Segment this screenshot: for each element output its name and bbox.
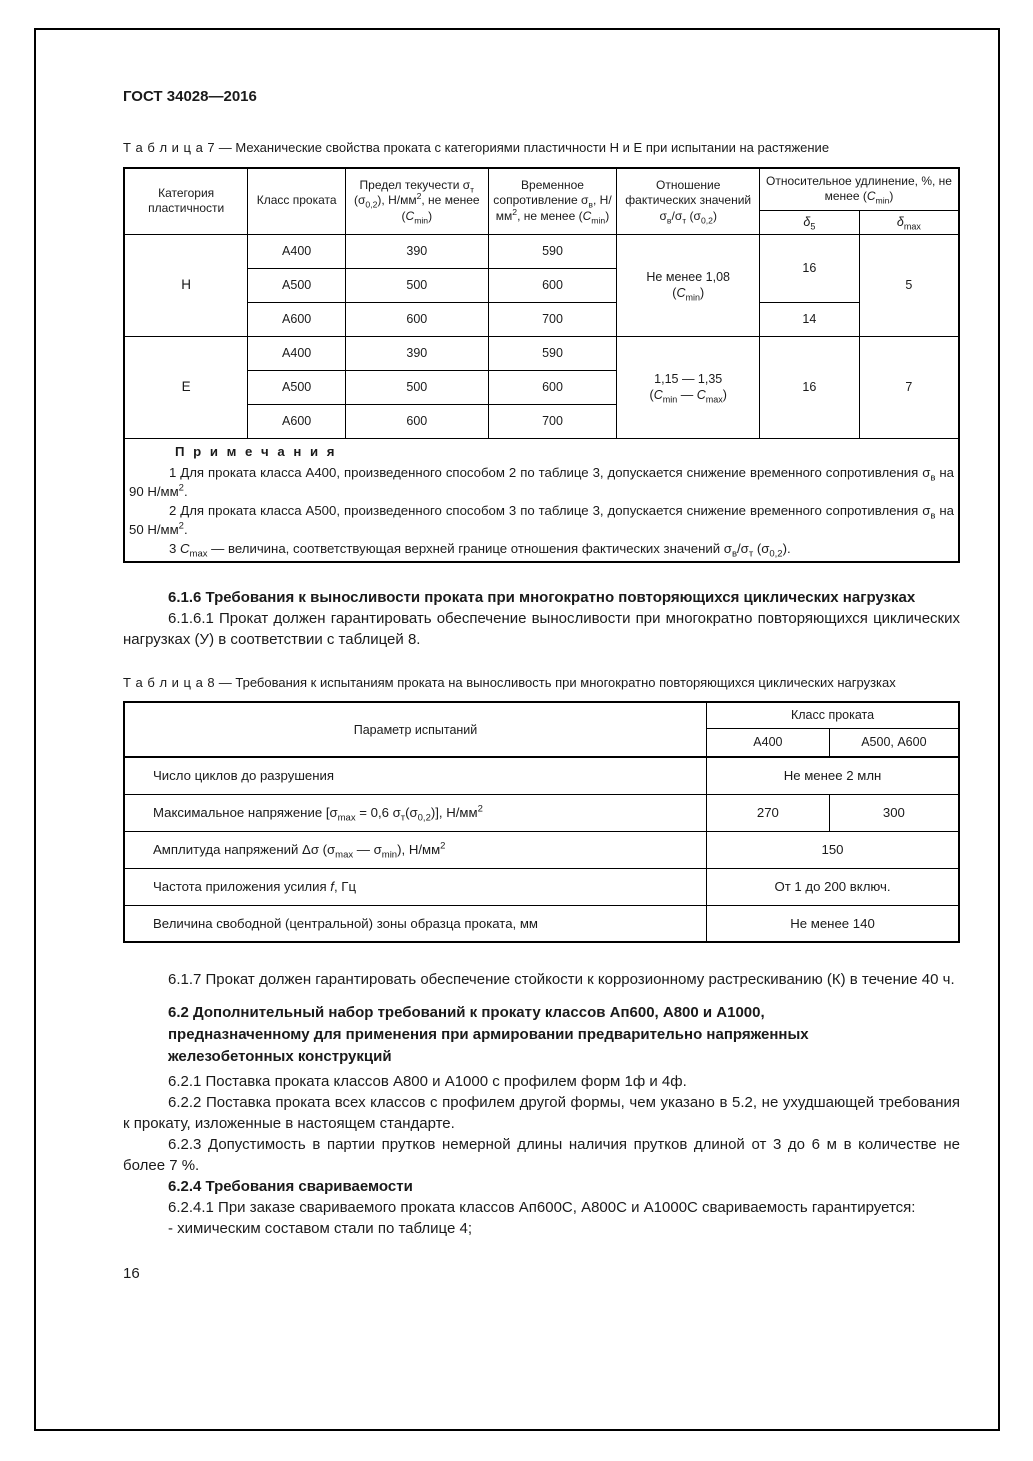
t7-header-elongation: Относительное удлинение, %, не менее $(C_{min})$ <box>760 168 959 211</box>
table7-caption-text: — Механические свойства проката с категориями пластичности Н и Е при испытании на растяжение <box>218 140 830 155</box>
section-6-2-4-1-item: - химическим составом стали по таблице 4; <box>168 1220 472 1238</box>
t7-tensile-cell: 700 <box>488 302 617 336</box>
t7-header-category: Категория пластичности <box>124 168 248 235</box>
t7-class-cell: А600 <box>248 302 346 336</box>
t7-tensile-cell: 590 <box>488 234 617 268</box>
t7-yield-cell: 390 <box>346 336 489 370</box>
t8-value-free-zone: Не менее 140 <box>707 905 959 942</box>
section-6-2-3-text: 6.2.3 Допустимость в партии прутков немерной длины наличия прутков длиной от 3 до 6 м в количестве не более 7 %. <box>123 1136 960 1175</box>
table-row <box>124 868 959 905</box>
section-6-2-1-text: 6.2.1 Поставка проката классов А800 и А1000 с профилем форм 1ф и 4ф. <box>168 1073 687 1091</box>
page-number: 16 <box>123 1265 140 1283</box>
t7-tensile-cell: 600 <box>488 268 617 302</box>
t7-header-delta5: $\delta_5$ <box>760 210 860 234</box>
t7-tensile-cell: 600 <box>488 370 617 404</box>
t7-notes <box>124 438 959 561</box>
t7-class-cell: А500 <box>248 370 346 404</box>
t7-note-2: 2 Для проката класса А500, произведенного способом 3 по таблице 3, допускается снижение временного сопротивления $\sigma_в$ на 50 $Н/мм^2$. <box>129 503 954 538</box>
table-row <box>124 757 959 794</box>
t7-tensile-cell: 590 <box>488 336 617 370</box>
t8-param-free-zone: Величина свободной (центральной) зоны образца проката, мм <box>124 905 707 942</box>
page-content <box>123 88 960 1282</box>
section-6-1-6-1-text: 6.1.6.1 Прокат должен гарантировать обеспечение выносливости при многократно повторяющихся циклических нагрузках (У) в соответствии с таблицей 8. <box>123 609 960 648</box>
t7-yield-cell: 600 <box>346 302 489 336</box>
t8-param-amplitude: Амплитуда напряжений Δσ ($\sigma_{max}$ — $\sigma_{min}$), $Н/мм^2$ <box>124 831 707 868</box>
t8-value-cycles: Не менее 2 млн <box>707 757 959 794</box>
t7-note-1: 1 Для проката класса А400, произведенного способом 2 по таблице 3, допускается снижение временного сопротивления $\sigma_в$ на 90 $Н/мм^2$. <box>129 464 954 500</box>
t7-delta5-cell-n-top: 16 <box>760 234 860 302</box>
section-6-2-4-title: 6.2.4 Требования свариваемости <box>168 1178 413 1196</box>
t7-tensile-cell: 700 <box>488 404 617 438</box>
table8-caption <box>123 674 960 692</box>
t7-ratio-cell-e: 1,15 — 1,35 ($C_{min}$ — $C_{max}$) <box>617 336 760 438</box>
t8-header-class: Класс проката <box>707 702 959 728</box>
t8-param-frequency: Частота приложения усилия f, Гц <box>124 868 707 905</box>
t7-delta5-cell-e: 16 <box>760 336 860 438</box>
t7-class-cell: А500 <box>248 268 346 302</box>
t7-class-cell: А600 <box>248 404 346 438</box>
t7-header-ratio: Отношение фактических значений $\sigma_в/\sigma_т$ $(\sigma_{0,2})$ <box>617 168 760 235</box>
table7-caption-label: Т а б л и ц а 7 <box>123 140 216 155</box>
table-8 <box>123 701 960 943</box>
table7-caption <box>123 139 960 157</box>
t8-header-a400: А400 <box>707 728 830 757</box>
spacer <box>123 650 960 674</box>
table-row <box>124 831 959 868</box>
table-notes-row <box>124 438 959 561</box>
t8-value-max-stress-a400: 270 <box>707 794 830 831</box>
section-6-2-4-1-text: 6.2.4.1 При заказе свариваемого проката классов Ап600С, А800С и А1000С свариваемость гарантируется: <box>168 1199 916 1217</box>
table-row <box>124 336 959 370</box>
t8-header-parameter: Параметр испытаний <box>124 702 707 757</box>
t7-class-cell: А400 <box>248 234 346 268</box>
table-row <box>124 905 959 942</box>
t8-value-frequency: От 1 до 200 включ. <box>707 868 959 905</box>
t8-value-max-stress-a500-a600: 300 <box>829 794 959 831</box>
t7-delta5-cell-n-bottom: 14 <box>760 302 860 336</box>
t8-header-a500-a600: А500, А600 <box>829 728 959 757</box>
t7-yield-cell: 500 <box>346 268 489 302</box>
t8-value-amplitude: 150 <box>707 831 959 868</box>
t7-yield-cell: 390 <box>346 234 489 268</box>
table-row <box>124 302 959 336</box>
t7-category-e: Е <box>124 336 248 438</box>
t7-class-cell: А400 <box>248 336 346 370</box>
t7-yield-cell: 600 <box>346 404 489 438</box>
table8-caption-label: Т а б л и ц а 8 <box>123 674 216 690</box>
t7-category-n: Н <box>124 234 248 336</box>
section-6-1-6-title: 6.1.6 Требования к выносливости проката при многократно повторяющихся циклических нагрузках <box>168 588 916 606</box>
t8-param-cycles: Число циклов до разрушения <box>124 757 707 794</box>
t7-ratio-cell-n: Не менее 1,08 $(C_{min})$ <box>617 234 760 336</box>
section-6-2-title: 6.2 Дополнительный набор требований к прокату классов Ап600, А800 и А1000, предназначенному для применения при армировании предварительно напряженных железобетонных конструкций <box>168 1004 809 1065</box>
t7-note-3: 3 $C_{max}$ — величина, соответствующая верхней границе отношения фактических значений $\sigma_в/\sigma_т$ $(\sigma_{0,2})$. <box>169 541 791 561</box>
table8-caption-text: — Требования к испытаниям проката на выносливость при многократно повторяющихся циклических нагрузках <box>218 674 896 690</box>
t7-deltamax-cell-n: 5 <box>859 234 959 336</box>
t7-header-tensile-strength: Временное сопротивление $\sigma_в$, $Н/мм^2$, не менее $(C_{min})$ <box>488 168 617 235</box>
table-row <box>124 794 959 831</box>
table-7 <box>123 167 960 563</box>
section-6-1-7-text: 6.1.7 Прокат должен гарантировать обеспечение стойкости к коррозионному растрескиванию (К) в течение 40 ч. <box>168 971 955 989</box>
t7-header-class: Класс проката <box>248 168 346 235</box>
section-6-2-2-text: 6.2.2 Поставка проката всех классов с профилем другой формы, чем указано в 5.2, не ухудшающей требования к прокату, изложенные в настоящем стандарте. <box>123 1094 960 1133</box>
t7-deltamax-cell-e: 7 <box>859 336 959 438</box>
document-header: ГОСТ 34028—2016 <box>123 88 257 105</box>
t7-notes-title: П р и м е ч а н и я <box>175 443 337 459</box>
t8-param-max-stress: Максимальное напряжение [$\sigma_{max} = 0,6$ $\sigma_т(\sigma_{0,2})$], $Н/мм^2$ <box>124 794 707 831</box>
t7-yield-cell: 500 <box>346 370 489 404</box>
t7-header-deltamax: $\delta_{max}$ <box>859 210 959 234</box>
table-row <box>124 234 959 268</box>
t7-header-yield-strength: Предел текучести $\sigma_т$ $(\sigma_{0,2})$, $Н/мм^2$, не менее $(C_{min})$ <box>346 168 489 235</box>
